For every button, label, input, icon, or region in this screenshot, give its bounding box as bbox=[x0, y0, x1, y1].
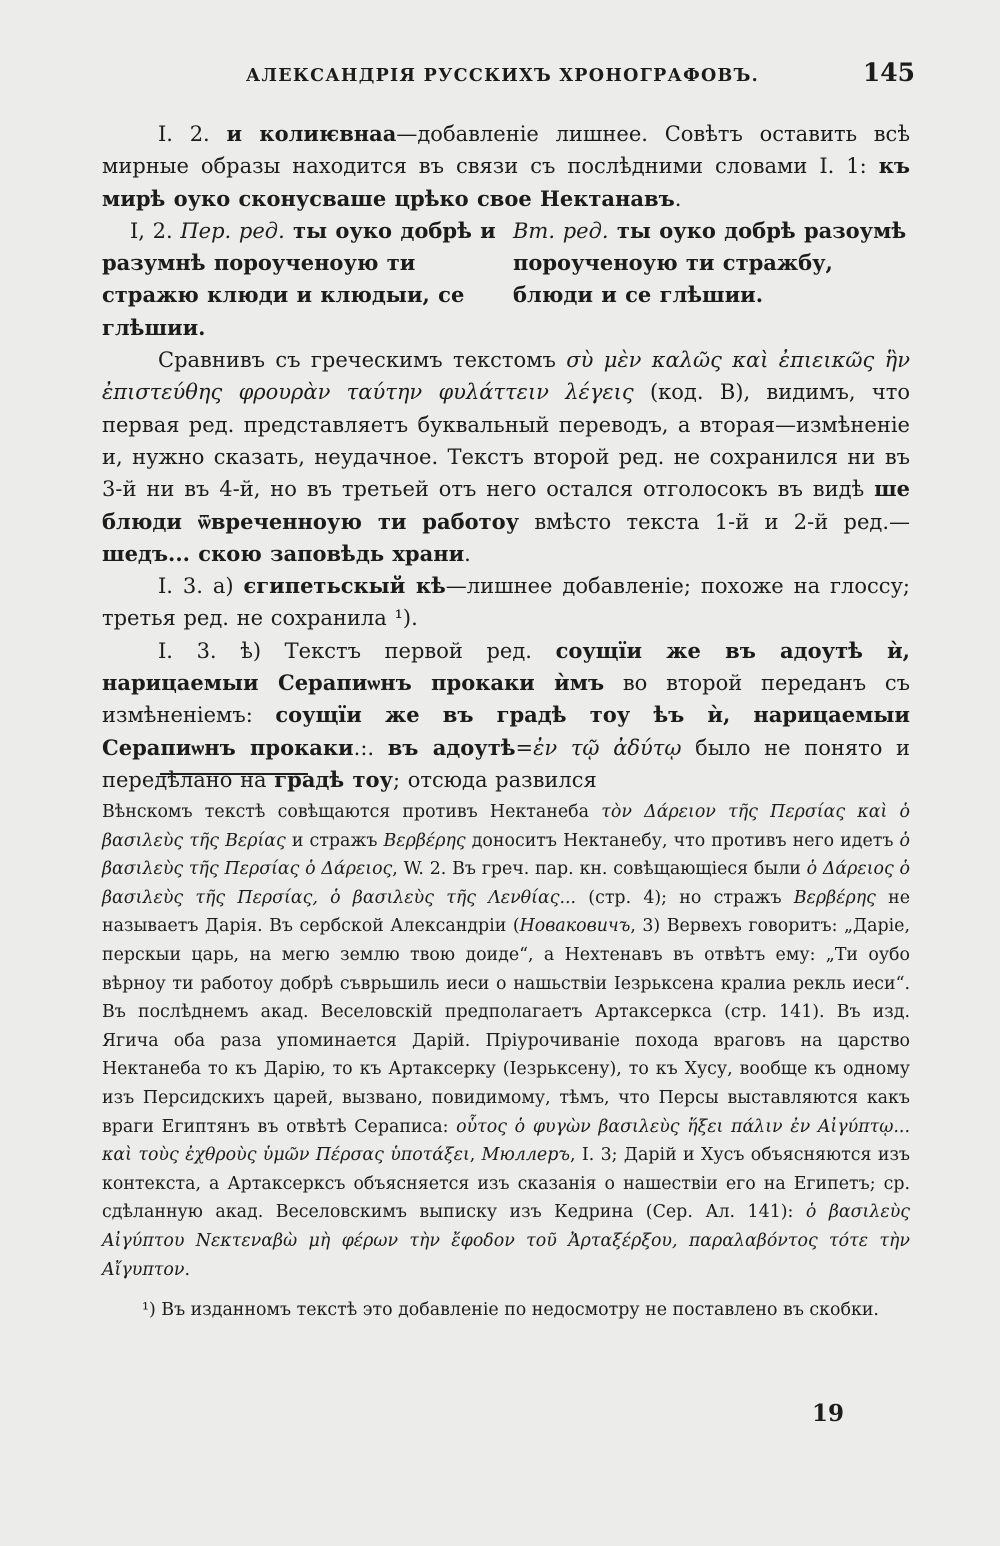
text-run: , I. 3; Дарій и Хусъ объясняются изъ контекста, а Артаксерксъ объясняется изъ сказанія о нашествіи его на Египетъ; ср. сдѣланную акад. Веселовскимъ выписку изъ Кедрина (Сер. Ал. 141): bbox=[102, 1145, 910, 1223]
paragraph-1 bbox=[102, 118, 910, 215]
text-run: = bbox=[515, 735, 534, 760]
paragraph-5 bbox=[102, 635, 910, 796]
first-redaction-text: ты оуко добрѣ и разумнѣ пороученоую ти стражю клюди и клюдыи, се глѣшии. bbox=[102, 217, 496, 340]
church-slavonic-quote: єгипетьскый кѣ bbox=[243, 573, 446, 599]
page-number: 145 bbox=[862, 58, 915, 87]
greek-quote: ἐν τῷ ἀδύτῳ bbox=[533, 735, 682, 760]
text-run: . bbox=[464, 541, 471, 566]
second-redaction-text: ты оуко добрѣ разоумѣ пороученоую ти стражбу, блюди и се глѣшии. bbox=[513, 217, 907, 308]
greek-quote: οὗτος ὁ φυγὼν βασιλεὺς ἥξει πάλιν ἐν Αἰγύπτῳ... καὶ τοὺς ἐχθροὺς ὑμῶν Πέρσας ὑποτάξει bbox=[102, 1116, 910, 1166]
text-run: —лишнее добавленіе; похоже на глоссу; третья ред. не сохранила ¹). bbox=[102, 574, 910, 631]
greek-quote: ὁ Δάρειος ὁ βασιλεὺς τῆς Περσίας, ὁ βασιλεὺς τῆς Λενθίας... bbox=[102, 859, 911, 908]
paragraph-4 bbox=[102, 570, 910, 635]
text-run: Вѣнскомъ текстѣ совѣщаются противъ Нектанеба bbox=[102, 802, 602, 822]
greek-quote: ὁ βασιλεὺς Αἰγύπτου Νεκτεναβὼ μὴ φέρων τὴν ἔφοδον τοῦ Ἀρταξέρξου, παραλαβόντος τότε τὴν Αἴγυπτον bbox=[102, 1202, 910, 1280]
greek-quote: Βερβέρης bbox=[793, 887, 876, 908]
second-redaction-column bbox=[513, 215, 910, 344]
text-run: , W. 2. Въ греч. пар. кн. совѣщающіеся были bbox=[392, 859, 807, 880]
text-run: .:. bbox=[353, 735, 388, 760]
footnotes bbox=[102, 798, 910, 1325]
text-run: во второй переданъ съ измѣненіемъ: bbox=[102, 671, 910, 728]
church-slavonic-quote: соущїи же въ градѣ тоу ѣъ ѝ, нарицаемыи Серапиѡнъ прокаки bbox=[102, 702, 911, 760]
footnote-separator bbox=[160, 773, 308, 775]
church-slavonic-quote: соущїи же въ адоутѣ ѝ, нарицаемыи Серапиѡнъ прокаки ѝмъ bbox=[102, 637, 910, 696]
text-run: доноситъ Нектанебу, что противъ него идетъ bbox=[465, 830, 900, 851]
signature-mark: 19 bbox=[812, 1400, 845, 1427]
footnote-1: ¹) Въ изданномъ текстѣ это добавленіе по недосмотру не поставлено въ скобки. bbox=[142, 1300, 879, 1321]
church-slavonic-quote: шедъ... скою заповѣдь храни bbox=[102, 540, 465, 566]
text-run: (код. B), видимъ, что первая ред. представляетъ буквальный переводъ, а вторая—измѣненіе и, нужно сказать, неудачное. Текстъ второй ред. не сохранился ни въ 3-й ни въ 4-й, но въ третьей отъ него остался отголосокъ въ видѣ bbox=[102, 380, 910, 502]
text-run: I. 3. a) bbox=[158, 574, 244, 599]
main-text bbox=[102, 118, 910, 796]
church-slavonic-quote: и колиѥвнаа bbox=[226, 121, 397, 146]
text-run: не называетъ Дарія. Въ сербской Александріи ( bbox=[102, 887, 911, 937]
redaction-comparison bbox=[102, 215, 910, 344]
text-run: и стражъ bbox=[285, 830, 384, 851]
text-run: I. 2. bbox=[158, 122, 227, 146]
church-slavonic-quote: въ адоутѣ bbox=[387, 734, 516, 760]
page-header bbox=[90, 58, 915, 92]
text-run: , bbox=[469, 1145, 482, 1166]
second-redaction-label: Вт. ред. bbox=[513, 218, 609, 243]
greek-quote: σὺ μὲν καλῶς καὶ ἐπιεικῶς ἣν ἐπιστεύθης φρουρὰν ταύτην φυλάττειν λέγεις bbox=[102, 348, 910, 405]
text-run: (стр. 4); но стражъ bbox=[576, 887, 794, 908]
text-run: ; отсюда развился bbox=[392, 767, 597, 792]
paragraph-3 bbox=[102, 344, 910, 570]
greek-quote: τὸν Δάρειον τῆς Περσίας καὶ ὁ βασιλεὺς τῆς Βερίας bbox=[102, 802, 911, 851]
greek-quote: Βερβέρης bbox=[383, 830, 466, 851]
section-ref: I, 2. bbox=[130, 218, 181, 243]
author-name: Мюллеръ bbox=[481, 1145, 570, 1166]
text-run: —добавленіе лишнее. Совѣтъ оставить всѣ мирные образы находится въ связи съ послѣдними словами I. 1: bbox=[102, 122, 910, 179]
first-redaction-label: Пер. ред. bbox=[180, 218, 285, 243]
footnote-continuation bbox=[102, 798, 910, 1284]
text-run: было не понято и передѣлано на bbox=[102, 735, 910, 792]
text-run: . bbox=[184, 1259, 190, 1280]
church-slavonic-quote: градѣ тоу bbox=[274, 766, 393, 792]
church-slavonic-quote: къ мирѣ оуко сконусваше црѣко свое Нектанавъ bbox=[102, 153, 910, 211]
church-slavonic-quote: ше блюди ѿвреченноую ти работоу bbox=[102, 476, 910, 534]
text-run: Сравнивъ съ греческимъ текстомъ bbox=[158, 348, 567, 373]
text-run: вмѣсто текста 1-й и 2-й ред.— bbox=[519, 509, 910, 534]
text-run: I. 3. ѣ) Текстъ первой ред. bbox=[158, 638, 556, 663]
running-title: АЛЕКСАНДРІЯ РУССКИХЪ ХРОНОГРАФОВЪ. bbox=[245, 66, 760, 86]
text-run: . bbox=[674, 186, 682, 211]
greek-quote: ὁ βασιλεὺς τῆς Περσίας ὁ Δάρειος bbox=[102, 830, 910, 880]
text-run: , 3) Вервехъ говоритъ: „Даріе, перскыи царь, на мегю землю твою доиде“, а Нехтенавъ въ отвѣтъ ему: „Ти оубо вѣрноу ти работоу добрѣ съврьшиль иеси о нашьствіи Іезрьксена кралиа рекль иеси“. Въ послѣднемъ акад. Веселовскій предполагаетъ Артаксеркса (стр. 141). Въ изд. Ягича оба раза упоминается Дарій. Пріурочиваніе похода враговъ на царство Нектанеба то къ Дарію, то къ Артаксерку (Іезрьксену), то къ Хусу, вообще къ одному изъ Персидскихъ царей, вызвано, повидимому, тѣмъ, что Персы выставляются какъ враги Египтянъ въ отвѣтѣ Сераписа: bbox=[102, 916, 910, 1137]
first-redaction-column bbox=[102, 215, 513, 344]
author-name: Новаковичъ bbox=[519, 916, 631, 937]
